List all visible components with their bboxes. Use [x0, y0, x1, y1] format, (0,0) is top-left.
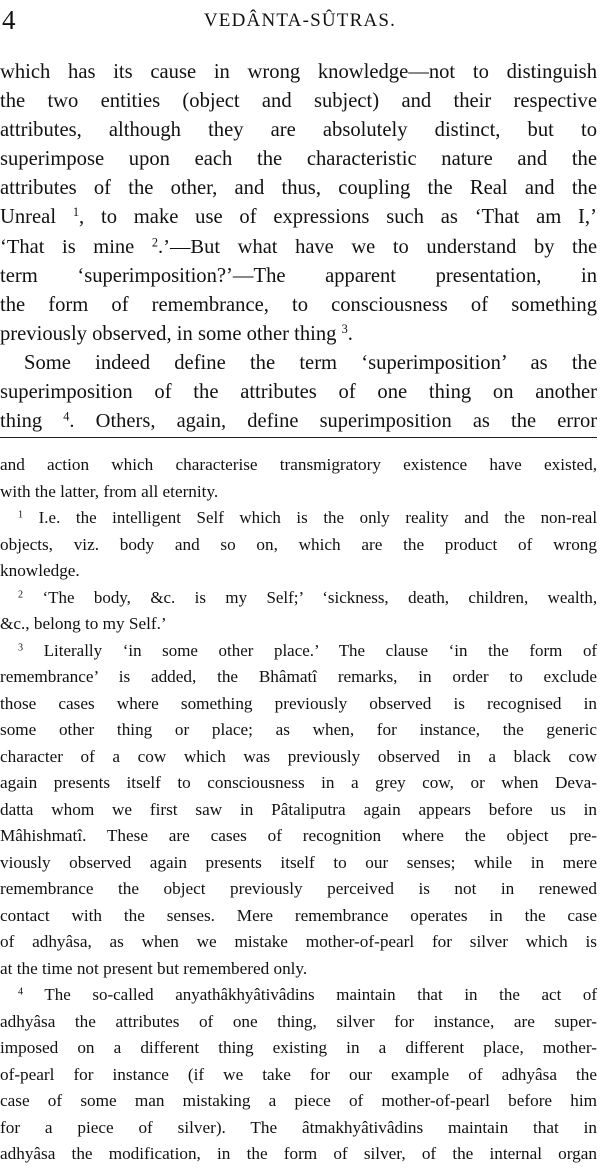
text-line: attributes of the other, and thus, coupling the Real and the [0, 177, 597, 200]
footnote-line: adhyâsa the modification, in the form of silver, of the internal organ [0, 1144, 597, 1163]
running-header [0, 2, 600, 42]
footnote-line: with the latter, from all eternity. [0, 481, 219, 501]
text-line: previously observed, in some other thing $^3$. [0, 322, 353, 345]
text-line: superimposition of the attributes of one thing on another [0, 381, 597, 404]
footnote-line: and action which characterise transmigratory existence have existed, [0, 455, 597, 474]
footnote-line: some other thing or place; as when, for instance, the generic [0, 720, 597, 739]
running-title: VEDÂNTA-SÛTRAS. [203, 10, 397, 31]
text-line: attributes, although they are absolutely distinct, but to [0, 119, 597, 142]
text-line: ‘That is mine $^2$.’—But what have we to understand by the [0, 234, 598, 258]
footnote-divider [0, 437, 597, 438]
text-line: Unreal $^1$, to make use of expressions such as ‘That am I,’ [0, 205, 597, 229]
footnote-line: remembrance the object previously perceived is not in renewed [0, 879, 597, 898]
text-line: Some indeed define the term ‘superimposition’ as the [24, 351, 597, 374]
footnote-line: at the time not present but remembered only. [0, 958, 308, 978]
footnote-line: $^1$ I.e. the intelligent Self which is the only reality and the non-real [18, 508, 598, 527]
footnote-line: imposed on a different thing existing in a different place, mother- [0, 1038, 597, 1057]
footnote-line: contact with the senses. Mere remembrance operates in the case [0, 905, 597, 925]
footnotes [0, 452, 597, 1168]
text-line: term ‘superimposition?’—The apparent presentation, in [0, 264, 597, 287]
footnote-line: knowledge. [0, 561, 80, 580]
footnote-line: of-pearl for instance (if we take for our example of adhyâsa the [0, 1064, 597, 1084]
main-text [0, 58, 597, 436]
footnote-line: those cases where something previously observed is recognised in [0, 693, 597, 713]
footnote-line: again presents itself to consciousness in a grey cow, or when Deva- [0, 773, 597, 792]
footnote-line: for a piece of silver). The âtmakhyâtivâdins maintain that in [0, 1117, 597, 1137]
footnote-line: $^3$ Literally ‘in some other place.’ The clause ‘in the form of [18, 640, 598, 660]
footnote-line: datta whom we first saw in Pâtaliputra again appears before us in [0, 799, 597, 819]
text-line: which has its cause in wrong knowledge—not to distinguish [0, 61, 597, 83]
text-line: superimpose upon each the characteristic nature and the [0, 148, 597, 171]
footnote-line: viously observed again presents itself to our senses; while in mere [0, 852, 597, 872]
footnote-line: $^2$ ‘The body, &c. is my Self;’ ‘sickness, death, children, wealth, [18, 587, 598, 607]
text-line: the form of remembrance, to consciousness of something [0, 293, 597, 316]
text-line: thing $^4$. Others, again, define superimposition as the error [0, 409, 598, 433]
page-number: 4 [2, 5, 16, 35]
footnote-line: remembrance’ is added, the Bhâmatî remarks, in order to exclude [0, 667, 597, 686]
footnote-line: Mâhishmatî. These are cases of recognition where the object pre- [0, 826, 597, 845]
footnote-line: adhyâsa the attributes of one thing, silver for instance, are super- [0, 1011, 597, 1031]
footnote-line: $^4$ The so-called anyathâkhyâtivâdins maintain that in the act of [18, 985, 598, 1004]
footnote-line: objects, viz. body and so on, which are the product of wrong [0, 534, 597, 554]
text-line: the two entities (object and subject) and their respective [0, 90, 597, 113]
footnote-line: character of a cow which was previously observed in a black cow [0, 746, 597, 766]
footnote-line: case of some man mistaking a piece of mother-of-pearl before him [0, 1091, 597, 1110]
footnote-line: of adhyâsa, as when we mistake mother-of-pearl for silver which is [0, 932, 597, 951]
footnote-line: &c., belong to my Self.’ [0, 614, 167, 633]
